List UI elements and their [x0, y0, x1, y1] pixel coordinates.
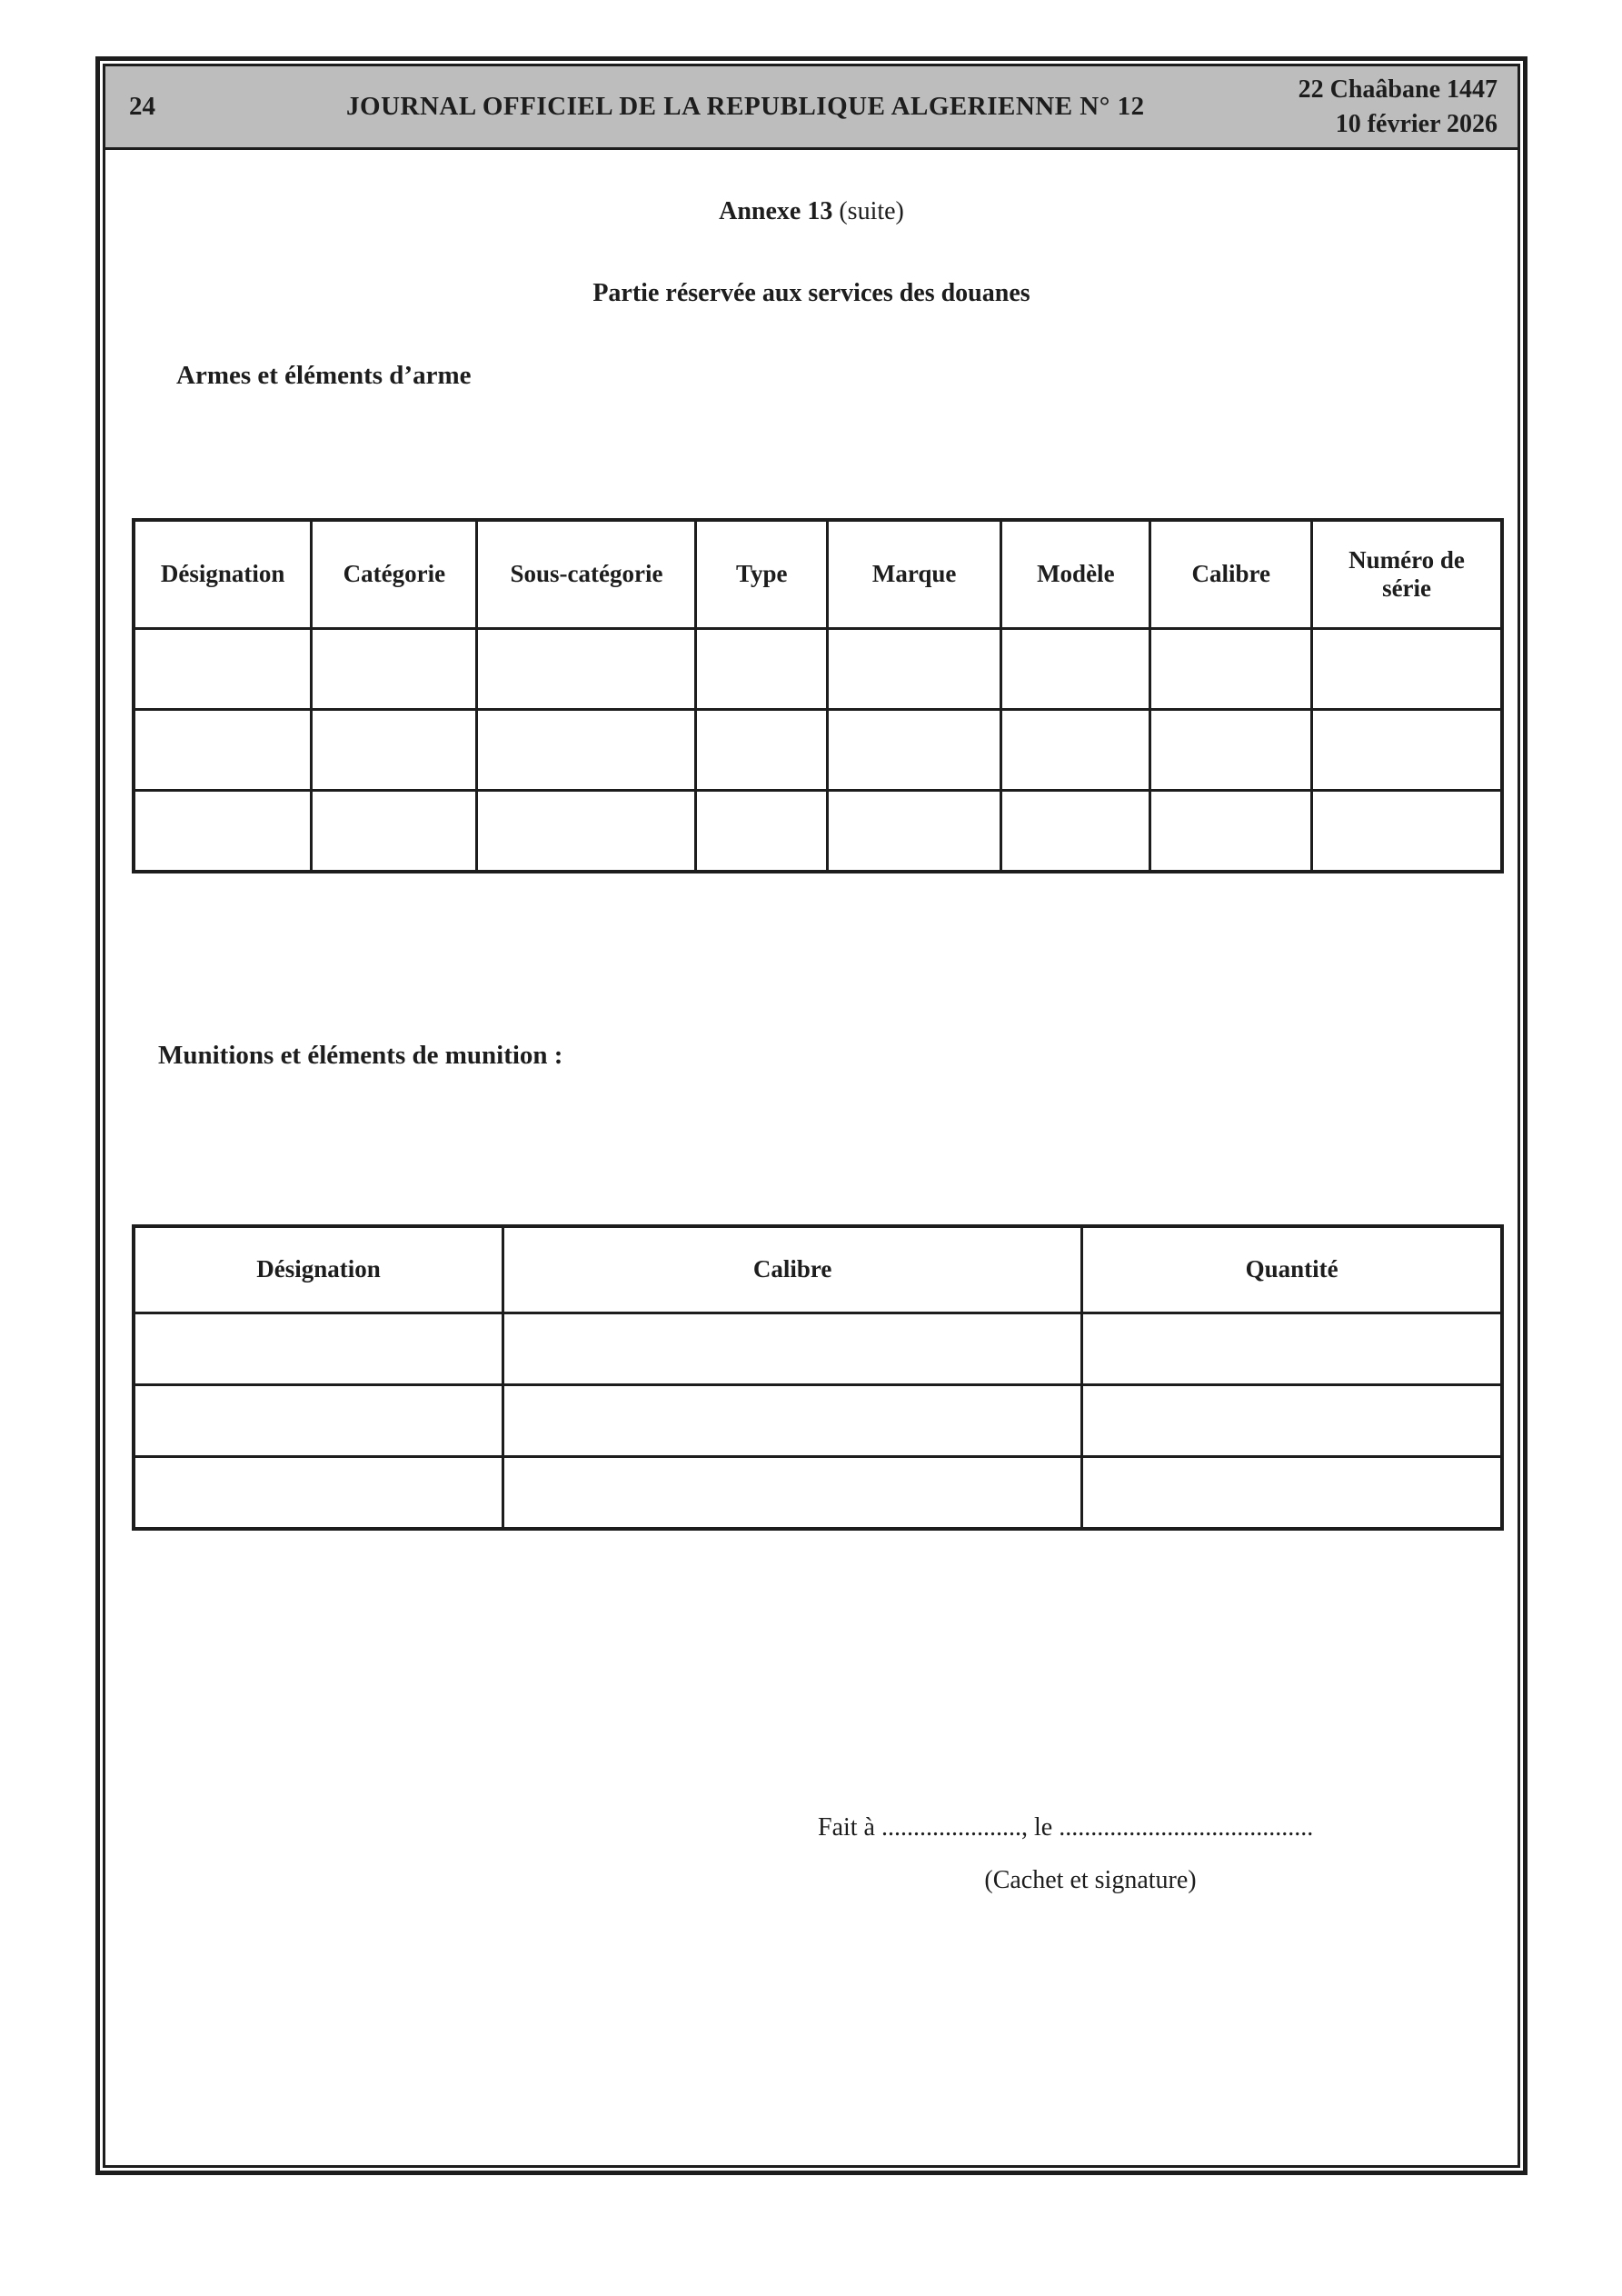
empty-cell: [134, 710, 312, 791]
empty-cell: [134, 1457, 503, 1530]
empty-cell: [1312, 629, 1502, 710]
armes-col-modele: Modèle: [1001, 520, 1150, 629]
fait-a-line: Fait à ......................, le ........................................: [818, 1813, 1314, 1842]
armes-empty-row: [134, 629, 1502, 710]
annexe-title: [105, 197, 1518, 226]
empty-cell: [1082, 1313, 1502, 1385]
munitions-empty-row: [134, 1385, 1502, 1457]
armes-col-marque: Marque: [828, 520, 1001, 629]
annexe-title-main: Annexe 13: [719, 197, 833, 225]
armes-section-label: Armes et éléments d’arme: [176, 361, 472, 390]
empty-cell: [134, 629, 312, 710]
cachet-signature-line: (Cachet et signature): [984, 1866, 1197, 1894]
page-inner-frame: [103, 64, 1520, 2168]
date-hijri: 22 Chaâbane 1447: [1298, 75, 1498, 104]
armes-col-type: Type: [696, 520, 828, 629]
armes-table-header-row: [134, 520, 1502, 629]
empty-cell: [134, 1385, 503, 1457]
munitions-col-quantite: Quantité: [1082, 1226, 1502, 1313]
empty-cell: [1150, 629, 1312, 710]
empty-cell: [477, 791, 696, 873]
empty-cell: [503, 1313, 1082, 1385]
munitions-table-header-row: [134, 1226, 1502, 1313]
empty-cell: [696, 629, 828, 710]
date-gregorian: 10 février 2026: [1335, 109, 1498, 138]
armes-empty-row: [134, 791, 1502, 873]
armes-empty-row: [134, 710, 1502, 791]
empty-cell: [134, 791, 312, 873]
armes-col-sous-categorie: Sous-catégorie: [477, 520, 696, 629]
empty-cell: [1001, 791, 1150, 873]
empty-cell: [503, 1385, 1082, 1457]
page-frame: [95, 56, 1527, 2175]
armes-table: [132, 518, 1504, 873]
armes-col-designation: Désignation: [134, 520, 312, 629]
empty-cell: [1312, 710, 1502, 791]
empty-cell: [477, 710, 696, 791]
empty-cell: [1082, 1457, 1502, 1530]
empty-cell: [134, 1313, 503, 1385]
journal-header-bar: [105, 66, 1518, 150]
empty-cell: [828, 791, 1001, 873]
armes-col-calibre: Calibre: [1150, 520, 1312, 629]
empty-cell: [312, 710, 477, 791]
customs-section-subtitle: Partie réservée aux services des douanes: [592, 279, 1030, 307]
empty-cell: [1082, 1385, 1502, 1457]
empty-cell: [477, 629, 696, 710]
armes-col-categorie: Catégorie: [312, 520, 477, 629]
empty-cell: [312, 629, 477, 710]
empty-cell: [312, 791, 477, 873]
issue-dates: [1299, 73, 1518, 142]
munitions-empty-row: [134, 1457, 1502, 1530]
munitions-col-designation: Désignation: [134, 1226, 503, 1313]
empty-cell: [828, 710, 1001, 791]
empty-cell: [828, 629, 1001, 710]
signature-block: [818, 1813, 1363, 1895]
munitions-table: [132, 1224, 1504, 1531]
empty-cell: [696, 791, 828, 873]
armes-col-numero-serie: Numéro de série: [1312, 520, 1502, 629]
page-number: 24: [129, 92, 155, 121]
journal-title: JOURNAL OFFICIEL DE LA REPUBLIQUE ALGERIENNE N° 12: [346, 92, 1145, 121]
empty-cell: [1150, 710, 1312, 791]
empty-cell: [503, 1457, 1082, 1530]
empty-cell: [696, 710, 828, 791]
empty-cell: [1150, 791, 1312, 873]
annexe-title-suffix: (suite): [832, 197, 904, 225]
page-content: [105, 150, 1518, 2165]
munitions-col-calibre: Calibre: [503, 1226, 1082, 1313]
munitions-empty-row: [134, 1313, 1502, 1385]
empty-cell: [1001, 629, 1150, 710]
munitions-section-label: Munitions et éléments de munition :: [158, 1041, 563, 1070]
empty-cell: [1312, 791, 1502, 873]
empty-cell: [1001, 710, 1150, 791]
